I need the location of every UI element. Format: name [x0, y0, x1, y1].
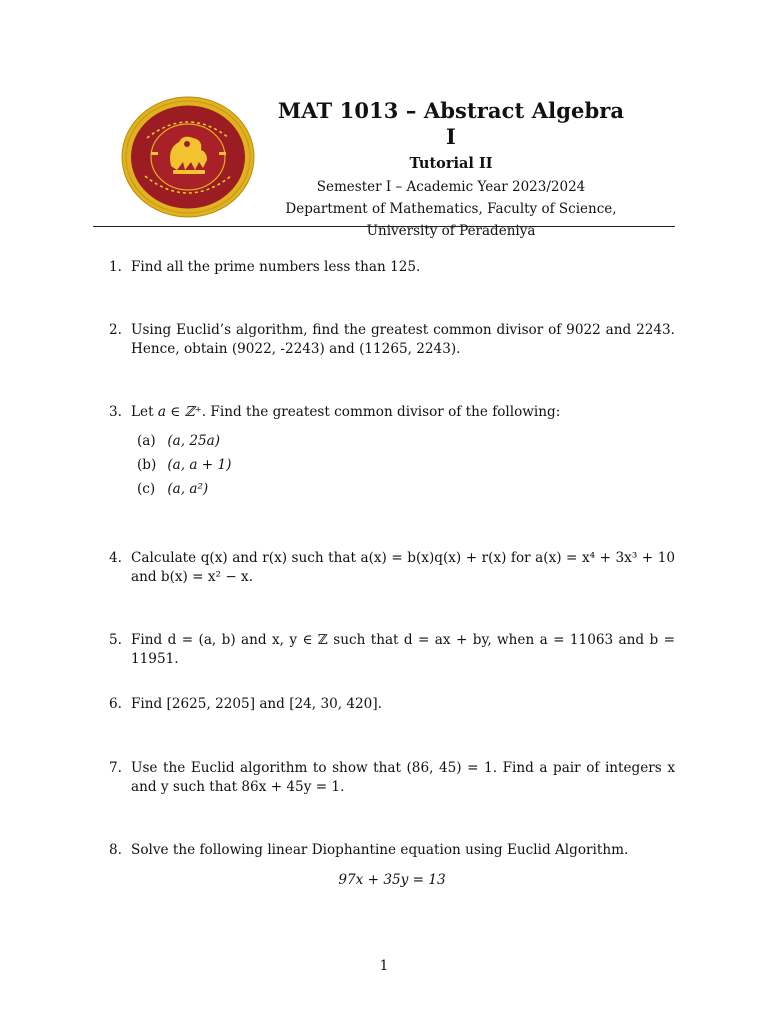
question-number: 5.	[109, 632, 122, 648]
question-number: 3.	[109, 404, 122, 420]
sub-question-expr: (a, 25a)	[167, 433, 221, 449]
sub-question-label: (a)	[137, 433, 156, 449]
tutorial-subtitle: Tutorial II	[409, 155, 493, 172]
sub-question-c	[137, 480, 675, 504]
question-number: 8.	[109, 842, 122, 858]
header-divider	[93, 226, 675, 227]
sub-question-b	[137, 456, 675, 480]
department-line: Department of Mathematics, Faculty of Science,	[285, 201, 617, 217]
question-text: Let a ∈ ℤ⁺. Find the greatest common divisor of the following:	[131, 404, 561, 420]
question-7	[109, 759, 675, 797]
question-5	[109, 631, 675, 669]
diophantine-equation: 97x + 35y = 13	[338, 872, 446, 888]
sub-question-list	[137, 432, 675, 504]
question-number: 7.	[109, 760, 122, 776]
question-number: 2.	[109, 322, 122, 338]
question-8	[109, 841, 675, 860]
question-number: 4.	[109, 550, 122, 566]
question-text: Calculate q(x) and r(x) such that a(x) = b(x)q(x) + r(x) for a(x) = x⁴ + 3x³ + 10 and b(x) = x² − x.	[131, 550, 675, 585]
question-text: Find d = (a, b) and x, y ∈ ℤ such that d = ax + by, when a = 11063 and b = 11951.	[131, 632, 675, 667]
sub-question-expr: (a, a + 1)	[167, 457, 232, 473]
sub-question-a	[137, 432, 675, 456]
semester-line: Semester I – Academic Year 2023/2024	[316, 179, 586, 195]
question-number: 6.	[109, 696, 122, 712]
question-1	[109, 258, 675, 277]
university-crest-icon	[121, 96, 255, 218]
question-text: Using Euclid’s algorithm, find the greatest common divisor of 9022 and 2243. Hence, obtain (9022, -2243) and (11265, 2243).	[131, 322, 675, 357]
sub-question-label: (b)	[137, 457, 157, 473]
page-number: 1	[379, 958, 389, 974]
question-number: 1.	[109, 259, 122, 275]
university-line: University of Peradeniya	[366, 223, 536, 239]
sub-question-label: (c)	[137, 481, 156, 497]
question-text: Find all the prime numbers less than 125.	[131, 259, 421, 275]
question-text: Use the Euclid algorithm to show that (86, 45) = 1. Find a pair of integers x and y such that 86x + 45y = 1.	[131, 760, 675, 795]
question-3	[109, 403, 675, 504]
question-text: Solve the following linear Diophantine equation using Euclid Algorithm.	[131, 842, 629, 858]
question-text: Find [2625, 2205] and [24, 30, 420].	[131, 696, 382, 712]
question-6	[109, 695, 675, 714]
question-2	[109, 321, 675, 359]
course-title: MAT 1013 – Abstract Algebra I	[277, 98, 625, 149]
document-header	[270, 98, 632, 242]
sub-question-expr: (a, a²)	[167, 481, 209, 497]
question-4	[109, 549, 675, 587]
